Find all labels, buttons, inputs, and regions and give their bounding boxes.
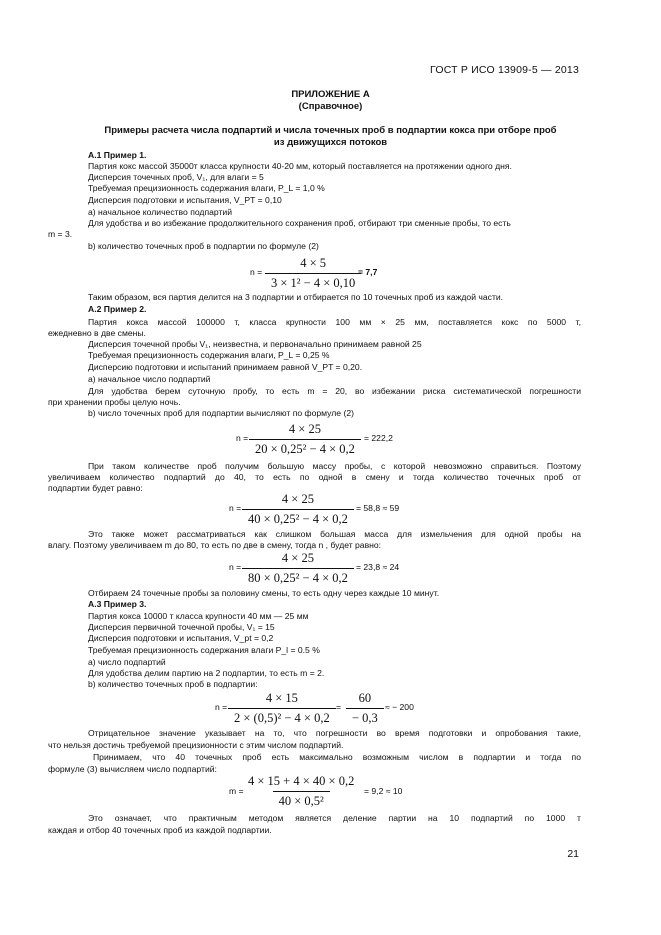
a3-formula-1-fraction-b — [346, 691, 384, 726]
a3-formula-1-denominator-2: − 0,3 — [346, 708, 384, 726]
a1-line-9: Таким образом, вся партия делится на 3 подпартии и отбирается по 10 точечных проб из каждой части. — [88, 292, 504, 302]
a3-formula-2-result: = 9,2 ≈ 10 — [364, 786, 403, 796]
a3-formula-2-fraction — [242, 774, 360, 809]
a2-para-1-line-1: При таком количестве проб получим большую массу пробы, с которой невозможно справиться. Поэтому — [88, 461, 581, 471]
a2-formula-2-denominator: 40 × 0,25² − 4 × 0,2 — [242, 509, 354, 527]
a3-formula-1-numerator: 4 × 15 — [265, 691, 298, 705]
a2-para-1-line-2: увеличиваем количество подпартий до 40, то есть по одной в смену и тогда количество точечных проб от — [48, 472, 581, 482]
section-a2-heading: А.2 Пример 2. — [88, 304, 147, 314]
a2-formula-2-result: = 58,8 ≈ 59 — [356, 503, 400, 513]
a2-line-2: ежедневно в две смены. — [48, 328, 146, 338]
a2-formula-1-fraction — [249, 422, 361, 457]
a3-para-2-line-1: Принимаем, что 40 точечных проб есть максимально возможным числом в подпартии и тогда по — [93, 752, 581, 762]
a3-line-4: Требуемая прецизионность содержания влаги P_l = 0.5 % — [88, 645, 320, 655]
a2-line-9: b) число точечных проб для подпартии вычисляют по формуле (2) — [88, 408, 354, 418]
a1-formula-result: = 7,7 — [358, 267, 378, 277]
a3-para-3-line-1: Это означает, что практичным методом является деление партии на 10 подпартий по 1000 т — [88, 813, 581, 823]
document-header: ГОСТ Р ИСО 13909-5 — 2013 — [430, 64, 579, 76]
a1-formula-lhs: n = — [250, 267, 263, 277]
page-number: 21 — [567, 848, 579, 860]
a3-line-2: Дисперсия первичной точечной пробы, V₁ = 15 — [88, 622, 275, 632]
a2-para-2-line-2: влагу. Поэтому увеличиваем m до 80, то есть по две в смену, тогда n , будет равно: — [48, 540, 382, 550]
a2-formula-2-fraction — [242, 492, 354, 527]
appendix-subtitle: (Справочное) — [298, 101, 363, 112]
a1-line-3: Требуемая прецизионность содержания влаги, P_L = 1,0 % — [88, 183, 325, 193]
a3-formula-1-numerator-2: 60 — [358, 691, 372, 705]
a2-line-5: Дисперсию подготовки и испытаний принимаем равной V_PT = 0,20. — [88, 362, 363, 372]
a1-formula-fraction — [265, 256, 361, 291]
appendix-title: ПРИЛОЖЕНИЕ А — [291, 89, 370, 100]
a1-line-2: Дисперсия точечных проб, V₁, для влаги = 5 — [88, 172, 264, 182]
a3-line-7: b) количество точечных проб в подпартии: — [88, 679, 258, 689]
a2-para-2-line-1: Это также может рассматриваться как слишком большая масса для измельчения для одной пробы на — [88, 529, 581, 539]
a3-formula-2-lhs: m = — [229, 786, 244, 796]
a3-line-3: Дисперсия подготовки и испытания, V_pt = 0,2 — [88, 633, 274, 643]
a2-line-1: Партия кокса массой 100000 т, класса крупности 100 мм × 25 мм, поставляется кокс по 5000 т, — [88, 317, 581, 327]
a2-line-7: Для удобства берем суточную пробу, то есть m = 20, во избежании риска систематической погрешности — [88, 386, 581, 396]
a3-para-3-line-2: каждая и отбор 40 точечных проб из каждой подпартии. — [48, 825, 272, 835]
a1-formula-numerator: 4 × 5 — [300, 256, 327, 270]
a3-formula-1-lhs: n = — [215, 702, 228, 712]
a3-formula-1-result: ≈ − 200 — [385, 702, 414, 712]
a3-formula-2-denominator: 40 × 0,5² — [273, 791, 330, 809]
section-a3-heading: А.3 Пример 3. — [88, 599, 147, 609]
a2-para-1-line-3: подпартии будет равно: — [48, 483, 143, 493]
a1-line-8: b) количество точечных проб в подпартии по формуле (2) — [88, 241, 319, 251]
a3-para-1-line-1: Отрицательное значение указывает на то, что погрешности во время подготовки и опробования такие, — [88, 728, 581, 738]
a2-formula-2-lhs: n = — [229, 503, 242, 513]
a3-para-2-line-2: формуле (3) вычисляем число подпартий: — [48, 764, 217, 774]
a2-formula-1-numerator: 4 × 25 — [288, 422, 321, 436]
a1-line-4: Дисперсия подготовки и испытания, V_PT = 0,10 — [88, 195, 282, 205]
a3-formula-2-numerator: 4 × 15 + 4 × 40 × 0,2 — [248, 774, 355, 788]
a2-formula-2-numerator: 4 × 25 — [281, 492, 314, 506]
a2-formula-1-lhs: n = — [236, 433, 249, 443]
a2-line-6: a) начальное число подпартий — [88, 374, 211, 384]
a1-line-7: m = 3. — [48, 229, 73, 239]
a2-line-3: Дисперсия точечной пробы V₁, неизвестна, и первоначально принимаем равной 25 — [88, 339, 422, 349]
a2-line-4: Требуемая прецизионность содержания влаги, P_L = 0,25 % — [88, 350, 330, 360]
a2-formula-3-result: = 23,8 ≈ 24 — [356, 562, 400, 572]
a3-formula-1-denominator: 2 × (0,5)² − 4 × 0,2 — [228, 708, 336, 726]
section-a1-heading: А.1 Пример 1. — [88, 150, 147, 160]
a2-formula-1-denominator: 20 × 0,25² − 4 × 0,2 — [249, 439, 361, 457]
a3-line-1: Партия кокса 10000 т класса крупности 40 мм — 25 мм — [88, 611, 309, 621]
a2-formula-3-numerator: 4 × 25 — [281, 551, 314, 565]
main-title-line-2: из движущихся потоков — [273, 137, 388, 148]
a3-formula-1-fraction-a — [228, 691, 336, 726]
a2-formula-3-lhs: n = — [229, 562, 242, 572]
a3-formula-1-equals: = — [336, 702, 342, 712]
a1-line-5: a) начальное количество подпартий — [88, 207, 233, 217]
a2-formula-3-fraction — [242, 551, 354, 586]
a2-formula-3-denominator: 80 × 0,25² − 4 × 0,2 — [242, 568, 354, 586]
a3-line-6: Для удобства делим партию на 2 подпартии, то есть m = 2. — [88, 668, 325, 678]
a1-line-6: Для удобства и во избежание продолжительного сохранения проб, отбирают три сменные пробы, то есть — [88, 218, 511, 228]
a2-line-8: при хранении пробы целую ночь. — [48, 397, 181, 407]
a3-para-1-line-2: что нельзя достичь требуемой прецизионности с этим числом подпартий. — [48, 740, 344, 750]
a3-line-5: a) число подпартий — [88, 657, 166, 667]
a1-formula-denominator: 3 × 1² − 4 × 0,10 — [265, 273, 361, 291]
main-title-line-1: Примеры расчета числа подпартий и числа точечных проб в подпартии кокса при отборе проб — [104, 125, 557, 136]
a1-line-1: Партия кокс массой 35000т класса крупности 40-20 мм, который поставляется на протяжении одного дня. — [88, 161, 512, 171]
a2-formula-1-result: = 222,2 — [364, 433, 393, 443]
a2-para-3: Отбираем 24 точечные пробы за половину смены, то есть одну через каждые 10 минут. — [88, 588, 440, 598]
